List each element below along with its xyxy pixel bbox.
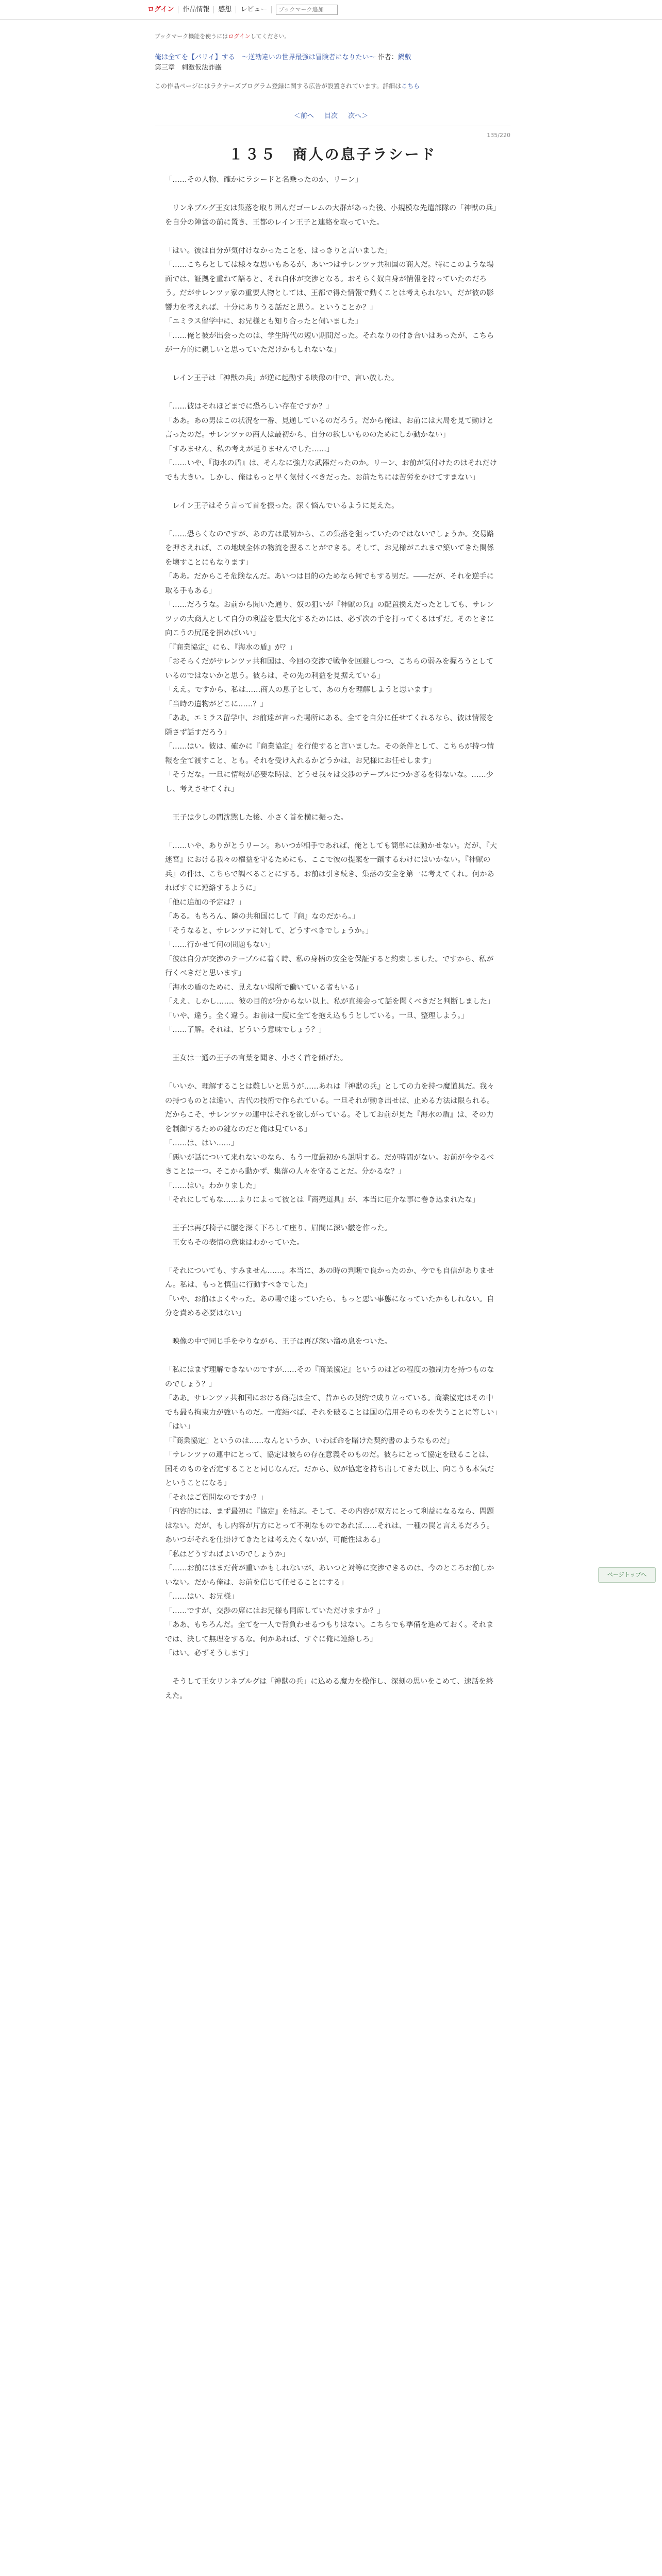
paragraph-gap — [165, 230, 500, 244]
series-info — [155, 53, 510, 73]
body-paragraph: 「『商業協定』にも、『海水の盾』が？」 — [165, 643, 297, 652]
body-paragraph: 「いいか、理解することは難しいと思うが……あれは『神獣の兵』としての力を持つ魔道具だ。我々の持つものとは違い、古代の技術で作られている。一旦それが動き出せば、止める方法は限られる。だからこそ、サレンツァの連中はそれを欲しがっている。そしてお前が見た『海水の盾』は、その力を制御するための鍵なのだと俺は見ている」 — [165, 1082, 494, 1133]
paragraph-gap — [165, 1250, 500, 1264]
paragraph-gap — [165, 1661, 500, 1675]
author-link[interactable]: 鍋敷 — [398, 54, 411, 61]
body-paragraph: そうして王女リンネブルグは「神獣の兵」に込める魔力を操作し、深刻の思いをこめて、速話を終えた。 — [165, 1677, 493, 1700]
body-paragraph: 「サレンツァの連中にとって、協定は彼らの存在意義そのものだ。彼らにとって協定を破ることは、国そのものを否定することと同じなんだ。だから、奴が協定を持ち出してきた以上、向こうも本気だということになる」 — [165, 1451, 494, 1487]
body-paragraph: 「それにしてもな……よりによって彼とは『商売道具』が、本当に厄介な事に巻き込まれたな」 — [165, 1196, 480, 1204]
bookmark-input[interactable] — [276, 5, 338, 15]
body-paragraph: 「悪いが話について来れないのなら、もう一度最初から説明する。だが時間がない。お前が今やるべきことは一つ。そこから動かず、集落の人々を守ることだ。分かるな？」 — [165, 1153, 494, 1176]
body-paragraph: 「……彼はそれほどまでに恐ろしい存在ですか？」 — [165, 402, 334, 411]
pager-top — [0, 110, 662, 120]
next-link[interactable]: 次へ＞ — [348, 112, 369, 120]
body-paragraph: 「……はい、お兄様」 — [165, 1592, 238, 1601]
paragraph-gap — [165, 1321, 500, 1335]
body-paragraph: 「……お前にはまだ荷が重いかもしれないが、あいつと対等に交渉できるのは、今のところお前しかいない。だから俺は、お前を信じて任せることにする」 — [165, 1564, 494, 1587]
body-paragraph: 「ああ。サレンツァ共和国における商売は全て、昔からの契約で成り立っている。商業協定はその中でも最も拘束力が強いものだ。一度結べば、それを破ることは国の信用そのものを失うことに等しい」 — [165, 1394, 502, 1417]
body-paragraph: 「そうなると、サレンツァに対して、どうすべきでしょうか。」 — [165, 926, 373, 935]
body-paragraph: 「おそらくだがサレンツァ共和国は、今回の交渉で戦争を回避しつつ、こちらの弱みを握ろうとしているのではないかと思う。彼らは、その先の利益を見据えている」 — [165, 657, 494, 680]
body-paragraph: 「海水の盾のために、見えない場所で働いている者もいる」 — [165, 983, 363, 992]
body-paragraph: 「……行かせて何の問題もない」 — [165, 941, 275, 949]
paragraph-gap — [165, 386, 500, 400]
prev-link[interactable]: ＜前へ — [293, 112, 314, 120]
episode-body — [165, 173, 500, 1703]
ad-notice-link[interactable]: こちら — [401, 82, 420, 90]
body-paragraph: 「内容的には、まず最初に『協定』を結ぶ。そして、その内容が双方にとって利益になるなら、問題はない。だが、もし内容が片方にとって不利なものであれば……それは、一種の罠と言えるだろう。あいつがそれを仕掛けてきたとは考えたくないが、可能性はある」 — [165, 1507, 494, 1544]
body-paragraph: 「ある。もちろん、隣の共和国にして『商』なのだから。」 — [165, 912, 359, 921]
body-paragraph: 王子は再び椅子に腰を深く下ろして座り、眉間に深い皺を作った。 — [165, 1224, 392, 1232]
body-paragraph: 「ああ、もちろんだ。全てを一人で背負わせるつもりはない。こちらでも準備を進めておく。それまでは、決して無理をするな。何かあれば、すぐに俺に連絡しろ」 — [165, 1621, 494, 1643]
body-paragraph: 「……こちらとしては様々な思いもあるが、あいつはサレンツァ共和国の商人だ。特にこのような場面では、証拠を重ねて語ると、それ自体が交渉となる。おそらく奴自身が情報を持っていたのだろう。だがサレンツァ家の重要人物としては、王都で得た情報で動くことは考えられない。だが彼の影響力を考えれば、十分にありうる話だと思う。ということか？」 — [165, 261, 494, 312]
site-header — [0, 0, 662, 20]
series-title[interactable]: 俺は全てを【パリイ】する ～逆勘違いの世界最強は冒険者になりたい～ — [155, 54, 376, 61]
page-top-button[interactable]: ページトップへ — [598, 1567, 656, 1583]
body-paragraph: 王女は一通の王子の言葉を聞き、小さく首を傾げた。 — [165, 1054, 348, 1062]
body-paragraph: 「はい」 — [165, 1422, 194, 1431]
body-paragraph: 「……恐らくなのですが、あの方は最初から、この集落を狙っていたのではないでしょうか。交易路を押さえれば、この地域全体の物流を握ることができる。そして、お兄様がこれまで築いてきた関係を壊すことにもなります」 — [165, 530, 494, 567]
paragraph-gap — [165, 796, 500, 811]
paragraph-gap — [165, 358, 500, 372]
body-paragraph: 「私にはまず理解できないのですが……その『商業協定』というのはどの程度の強制力を持つものなのでしょう？」 — [165, 1366, 494, 1388]
page-number: 135/220 — [487, 132, 510, 139]
body-paragraph: 「彼は自分が交渉のテーブルに着く時、私の身柄の安全を保証すると約束しました。ですから、私が行くべきだと思います」 — [165, 955, 494, 977]
body-paragraph: 「……はい。彼は、確かに『商業協定』を行使すると言いました。その条件として、こちらが持つ情報を全て渡すこと、とも。それを受け入れるかどうかは、お兄様にお任せします」 — [165, 742, 494, 765]
work-info-link[interactable]: 作品情報 — [178, 6, 214, 13]
body-paragraph: 「はい。必ずそうします」 — [165, 1649, 253, 1657]
body-paragraph: 「……はい。わかりました」 — [165, 1181, 260, 1190]
body-paragraph: 「……いや、ありがとうリーン。あいつが相手であれば、俺としても簡単には動かせない。だが、『大迷宮』における我々の権益を守るためにも、ここで彼の提案を一蹴するわけにはいかない。『神獣の兵』の件は、こちらで調べることにする。お前は引き続き、集落の安全を第一に考えてくれ。何かあればすぐに連絡するように」 — [165, 841, 497, 892]
body-paragraph: 「すみません、私の考えが足りませんでした……」 — [165, 445, 334, 453]
chapter-title: 第三章 刺激仮法詐巌 — [155, 64, 222, 72]
body-paragraph: 「当時の遺物がどこに……？」 — [165, 700, 268, 708]
paragraph-gap — [165, 1066, 500, 1080]
paragraph-gap — [165, 1349, 500, 1364]
body-paragraph: 「……その人物、確かにラシードと名乗ったのか、リーン」 — [165, 176, 362, 184]
body-paragraph: レイン王子はそう言って首を振った。深く悩んでいるように見えた。 — [165, 501, 399, 510]
paragraph-gap — [165, 188, 500, 202]
paragraph-gap — [165, 1208, 500, 1222]
body-paragraph: 「はい。彼は自分が気付けなかったことを、はっきりと言いました」 — [165, 246, 392, 255]
header-search — [276, 5, 338, 15]
body-paragraph: 「……いや、『海水の盾』は、そんなに強力な武器だったのか。リーン、お前が気付けたのはそれだけでも大きい。しかし、俺はもっと早く気付くべきだった。お前たちには苦労をかけてすまない」 — [165, 459, 497, 482]
ad-notice: この作品ページにはラクナーズプログラム登録に関する広告が設置されています。詳細はこちら — [155, 82, 420, 90]
body-paragraph: 「……は、はい……」 — [165, 1139, 238, 1147]
body-paragraph: 「いや、お前はよくやった。あの場で迷っていたら、もっと悪い事態になっていたかもしれない。自分を責める必要はない」 — [165, 1295, 494, 1317]
body-paragraph: 「いや、違う。全く違う。お前は一度に全てを抱え込もうとしている。一旦、整理しよう。」 — [165, 1011, 469, 1020]
body-paragraph: 「ええ、しかし……、彼の目的が分からない以上、私が直接会って話を聞くべきだと判断しました」 — [165, 997, 495, 1006]
login-link-inline[interactable]: ログイン — [228, 33, 251, 40]
paragraph-gap — [165, 485, 500, 499]
paragraph-gap — [165, 513, 500, 528]
body-paragraph: 映像の中で同じ手をやりながら、王子は再び深い溜め息をついた。 — [165, 1337, 392, 1346]
body-paragraph: 「『商業協定』というのは……なんというか、いわば命を賭けた契約書のようなものだ」 — [165, 1436, 454, 1445]
episode-title: １３５ 商人の息子ラシード — [228, 146, 437, 163]
body-paragraph: レイン王子は「神獣の兵」が逆に起動する映像の中で、言い放した。 — [165, 374, 399, 382]
body-paragraph: 王女もその表情の意味はわかっていた。 — [165, 1238, 304, 1247]
body-paragraph: 「ああ。エミラス留学中、お前達が言った場所にある。全てを自分に任せてくれるなら、彼は情報を隠さず話すだろう」 — [165, 714, 494, 737]
body-paragraph: 「エミラス留学中に、お兄様とも知り合ったと伺いました」 — [165, 317, 362, 326]
paragraph-gap — [165, 825, 500, 839]
reviews-link[interactable]: レビュー — [236, 6, 272, 13]
index-link[interactable]: 目次 — [324, 112, 338, 120]
body-paragraph: 「ええ。ですから、私は……商人の息子として、あの方を理解しようと思います」 — [165, 686, 436, 694]
login-link[interactable]: ログイン — [143, 6, 178, 13]
bookmark-notice: ブックマーク機能を使うにはログインしてください。 — [155, 33, 290, 40]
impressions-link[interactable]: 感想 — [214, 6, 236, 13]
paragraph-gap — [165, 1038, 500, 1052]
body-paragraph: 「……ですが、交渉の席にはお兄様も同席していただけますか？」 — [165, 1606, 385, 1615]
body-paragraph: 「……俺と彼が出会ったのは、学生時代の短い期間だった。それなりの付き合いはあったが、こちらが一方的に親しいと思っていただけかもしれないな」 — [165, 331, 494, 354]
body-paragraph: 王子は少しの間沈黙した後、小さく首を横に振った。 — [165, 813, 348, 822]
body-paragraph: 「それはご質問なのですか？」 — [165, 1493, 268, 1502]
body-paragraph: 「ああ。だからこそ危険なんだ。あいつは目的のためなら何でもする男だ。――だが、それを逆手に取る手もある」 — [165, 572, 494, 595]
body-paragraph: 「……了解。それは、どういう意味でしょう？」 — [165, 1026, 326, 1034]
body-paragraph: 「ああ。あの男はこの状況を一番、見通しているのだろう。だから俺は、お前には大局を見て動けと言ったのだ。サレンツァの商人は最初から、自分の欲しいもののためにしか動かない」 — [165, 416, 494, 439]
body-paragraph: 「それについても、すみません……。本当に、あの時の判断で良かったのか、今でも自信がありません。私は、もっと慎重に行動すべきでした」 — [165, 1266, 494, 1289]
body-paragraph: リンネブルグ王女は集落を取り囲んだゴーレムの大群があった後、小規模な先遣部隊の「神獣の兵」を自分の陣営の前に置き、王都のレイン王子と連絡を取っていた。 — [165, 204, 497, 227]
author-label: 作者： — [377, 54, 398, 61]
body-paragraph: 「そうだな。一旦に情報が必要な時は、どうせ我々は交渉のテーブルにつかざるを得ないな。……少し、考えさせてくれ」 — [165, 771, 493, 793]
body-paragraph: 「私はどうすればよいのでしょうか」 — [165, 1550, 290, 1558]
body-paragraph: 「……だろうな。お前から聞いた通り、奴の狙いが『神獣の兵』の配置換えだったとしても、サレンツァの大商人として自分の利益を最大化するためには、必ず次の手を打ってくるはずだ。そのときに向こうの尻尾を掴めばいい」 — [165, 601, 494, 637]
body-paragraph: 「他に追加の予定は？」 — [165, 898, 246, 907]
